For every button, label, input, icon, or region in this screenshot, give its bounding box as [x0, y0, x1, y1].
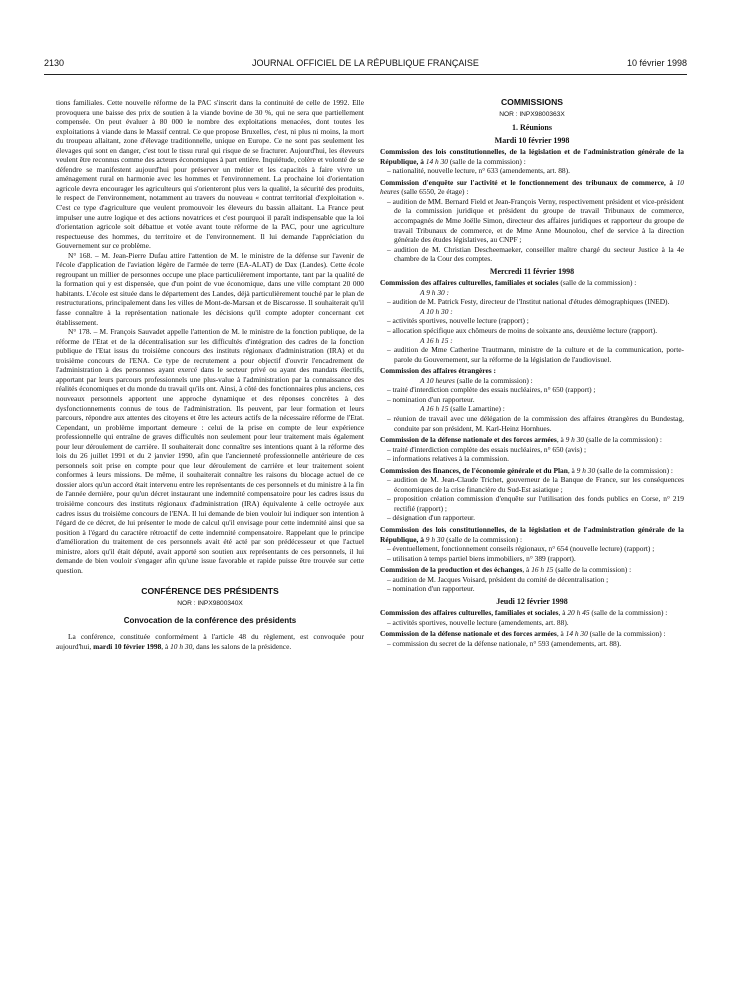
agenda-item: – utilisation à temps partiel biens immobiliers, n° 389 (rapport). [387, 553, 576, 563]
commissions-title: COMMISSIONS [500, 97, 564, 107]
paragraph-pac: tions familiales. Cette nouvelle réforme de la PAC s'inscrit dans la continuité de celle de 1992. Elle provoquera une baisse des prix de soutien à la viande bovine de 30 %, qui ne sera que partiellement compensée. On peut évaluer à 80 000 le nombre des exploitations menacées, dont toutes les exploitations à viande dans le Massif central. Ce que propose Bruxelles, c'est, ni plus ni moins, la mort du troupeau allaitant, zone d'élevage traditionnelle, unique en Europe. Ce ne sont pas seulement les élevages qui sont en danger, c'est tout le tissu rural qui risque de se fracturer. Aujourd'hui, les éleveurs veulent être reconnus comme des acteurs économiques à part entière. Inquiétude, colère et volonté de se défendre se manifestent aujourd'hui pour préserver un métier et les capacités à faire vivre un aménagement rural en harmonie avec les hommes et l'environnement. La prochaine loi d'orientation agricole devra encourager les agriculteurs qui s'orienteront plus vers la qualité, la sécurité des produits, le respect de l'environnement, notamment au travers du nouveau « contrat territorial d'exploitation ». C'est ce type d'agriculture que veulent promouvoir les éleveurs du bassin allaitant. La France peut impulser une autre logique et des actions novatrices et c'est pourquoi il paraît indispensable que la loi d'orientation agricole soit débattue et votée avant toute réforme de la PAC, pour une agriculture respectueuse des hommes, du territoire et de l'environnement. Il lui demande l'appréciation du Gouvernement sur ce problème. [56, 98, 364, 251]
conference-nor: NOR : INPX9800340X [177, 599, 243, 607]
commission-entry: Commission d'enquête sur l'activité et le fonctionnement des tribunaux de commerce, à 10 heures (salle 6550, 2e étage) : [380, 177, 684, 197]
header-rule [44, 74, 687, 75]
convocation-text: La conférence, constituée conformément à l'article 48 du règlement, est convoquée pour aujourd'hui, mardi 10 février 1998, à 10 h 30, dans les salons de la présidence. [56, 631, 364, 651]
agenda-item: – informations relatives à la commission. [387, 454, 509, 464]
question-178: N° 178. – M. François Sauvadet appelle l'attention de M. le ministre de la fonction publique, de la réforme de l'Etat et de la décentralisation sur les difficultés d'intégration des cadres de la fonction publique de l'Etat issus du troisième concours des instituts régionaux d'administration (IRA) et du troisième concours de l'ENA. Ce type de recrutement a pour objectif d'ouvrir l'encadrement de l'administration à des personnes ayant exercé dans le secteur privé ou ayant des mandats électifs, apportant par leurs parcours professionnels une plus-value à l'administration par la connaissance des réalités économiques et du monde du travail qu'ils ont. Ainsi, à côté des fonctionnaires plus anciens, ces nouveaux personnels apportent une approche dynamique et des réponses concrètes à des dysfonctionnements connus de tous de l'administration. Ils peuvent, par leur formation et leurs parcours, répondre aux attentes des citoyens et être les acteurs actifs de la nécessaire réforme de l'Etat. Cependant, un problème important demeure : celui de la prise en compte de leur expérience professionnelle qui entraîne de graves difficultés non seulement pour leur traitement mais également pour leur déroulement de carrière. Il souhaiterait donc connaître ses intentions quant à la réforme des lois du 26 juillet 1991 et du 2 janvier 1990, afin que l'ancienneté professionnelle antérieure de ces personnels soit prise en compte pour que leur déroulement de carrière et leur traitement soient conformes à leurs missions. De même, il souhaiterait connaître les raisons du blocage actuel de ce dossier alors qu'un accord était intervenu entre les représentants de ces personnels et du ministre à la fin de l'année dernière, pour qu'un décret instaurant une indemnité compensatoire pour les cadres issus du troisième concours des instituts régionaux d'administration (IRA) équivalente à celle octroyée aux cadres issus du troisième concours de l'ENA. Il lui demande de bien vouloir lui indiquer son intention à l'égard de ce décret, de lui présenter le mode de calcul qu'il envisage pour cette indemnité ainsi que sa position à l'égard du caractère rétroactif de cette indemnité compensatoire. Rappelant que le principe d'amélioration du traitement de ces personnels avait été acté par son prédécesseur et que l'actuel ministre, alors qu'il était député, avait apporté son soutien aux représentants de ces personnels, il lui demande de bien vouloir s'engager afin qu'une issue favorable et rapide puisse être trouvée sur cette question. [56, 327, 364, 575]
agenda-item: – éventuellement, fonctionnement conseils régionaux, n° 654 (nouvelle lecture) (rapport) ; [387, 544, 655, 554]
commission-entry: Commission des affaires culturelles, familiales et sociales, à 20 h 45 (salle de la commission) : [380, 608, 668, 618]
time-slot: A 9 h 30 : [420, 287, 450, 297]
issue-date: 10 février 1998 [626, 58, 687, 68]
agenda-item: – désignation d'un rapporteur. [387, 513, 475, 523]
agenda-item: – proposition création commission d'enquête sur l'utilisation des fonds publics en Corse, n° 219 rectifié (rapport) ; [387, 494, 684, 513]
page-number: 2130 [44, 58, 65, 68]
time-slot: A 10 h 30 : [420, 306, 453, 316]
agenda-item: – audition de M. Christian Descheemaeker, conseiller maître chargé du secteur Justice à la 4e chambre de la Cour des comptes. [387, 244, 684, 264]
question-168: N° 168. – M. Jean-Pierre Dufau attire l'attention de M. le ministre de la défense sur l'avenir de l'école d'application de l'aviation légère de l'armée de terre (EA-ALAT) de Dax (Landes). Cette école regroupant un millier de personnes occupe une place particulièrement importante, tant par la qualité de la formation qui y est dispensée, que d'un point de vue économique, dans une ville comptant 20 000 habitants. L'école est située dans le département des Landes, déjà particulièrement touché par le plan de restructurations, principalement dans les villes de Mont-de-Marsan et de Biscarosse. Il souhaiterait qu'il fasse connaître à la représentation nationale les décisions qu'il compte adopter concernant cet établissement. [56, 250, 364, 327]
commissions-nor: NOR : INPX9800363X [499, 110, 565, 118]
agenda-item: – nationalité, nouvelle lecture, n° 633 (amendements, art. 88). [387, 166, 570, 176]
commission-entry: Commission des finances, de l'économie générale et du Plan, à 9 h 30 (salle de la commission) : [380, 465, 673, 475]
journal-title: JOURNAL OFFICIEL DE LA RÉPUBLIQUE FRANÇAISE [252, 58, 479, 68]
commission-entry: Commission de la défense nationale et des forces armées, à 9 h 30 (salle de la commission) : [380, 435, 662, 445]
agenda-item: – nomination d'un rapporteur. [387, 394, 475, 404]
page-header [44, 58, 687, 72]
time-slot: A 10 heures (salle de la commission) : [420, 375, 533, 385]
commission-entry: Commission des lois constitutionnelles, de la législation et de l'administration générale de la République, à 9 h 30 (salle de la commission) : [380, 524, 684, 544]
agenda-item: – audition de M. Patrick Festy, directeur de l'Institut national d'études démographiques (INED). [387, 297, 670, 307]
agenda-item: – traité d'interdiction complète des essais nucléaires, n° 650 (rapport) ; [387, 385, 596, 395]
agenda-item: – audition de Mme Catherine Trautmann, ministre de la culture et de la communication, porte-parole du Gouvernement, sur la réforme de la législation de l'audiovisuel. [387, 345, 684, 364]
right-column [380, 98, 684, 649]
agenda-item: – audition de MM. Bernard Field et Jean-François Verny, respectivement président et vice-président de la commission juridique et président du groupe de travail Tribunaux de commerce, accompagnés de Mme Joëlle Simon, directeur des affaires juridiques et rapporteur du groupe de travail Tribunaux de commerce, et de Mme Anne Mounolou, chef de service à la direction générale des études législatives, au CNPF ; [387, 196, 684, 245]
time-slot: A 16 h 15 (salle Lamartine) : [420, 404, 505, 414]
commission-entry: Commission des affaires culturelles, familiales et sociales (salle de la commission) : [380, 278, 637, 288]
section-reunions: 1. Réunions [511, 123, 552, 133]
date-heading: Jeudi 12 février 1998 [496, 596, 568, 606]
left-column [56, 98, 364, 651]
agenda-item: – allocation spécifique aux chômeurs de moins de soixante ans, deuxième lecture (rapport). [387, 326, 658, 336]
agenda-item: – activités sportives, nouvelle lecture (amendements, art. 88). [387, 617, 569, 627]
agenda-item: – réunion de travail avec une délégation de la commission des affaires étrangères du Bundestag, conduite par son président, M. Karl-Heinz Hornhues. [387, 413, 684, 433]
commission-entry: Commission de la défense nationale et des forces armées, à 14 h 30 (salle de la commission) : [380, 629, 666, 639]
date-heading: Mardi 10 février 1998 [494, 135, 570, 145]
agenda-item: – audition de M. Jean-Claude Trichet, gouverneur de la Banque de France, sur les conséquences économiques de la crise financière du Sud-Est asiatique ; [387, 475, 684, 494]
agenda-item: – commission du secret de la défense nationale, n° 593 (amendements, art. 88). [387, 638, 622, 648]
agenda-item: – audition de M. Jacques Voisard, président du comité de décentralisation ; [387, 574, 609, 584]
agenda-item: – activités sportives, nouvelle lecture (rapport) ; [387, 316, 529, 326]
conference-title: CONFÉRENCE DES PRÉSIDENTS [141, 586, 279, 597]
agenda-item: – traité d'interdiction complète des essais nucléaires, n° 650 (avis) ; [387, 444, 587, 454]
date-heading: Mercredi 11 février 1998 [489, 266, 575, 276]
commission-entry: Commission des affaires étrangères : [380, 366, 496, 376]
commission-entry: Commission de la production et des échanges, à 16 h 15 (salle de la commission) : [380, 565, 632, 575]
convocation-title: Convocation de la conférence des présidents [123, 616, 297, 626]
time-slot: A 16 h 15 : [420, 335, 453, 345]
commission-entry: Commission des lois constitutionnelles, de la législation et de l'administration générale de la République, à 14 h 30 (salle de la commission) : [380, 147, 684, 166]
agenda-item: – nomination d'un rapporteur. [387, 584, 475, 594]
